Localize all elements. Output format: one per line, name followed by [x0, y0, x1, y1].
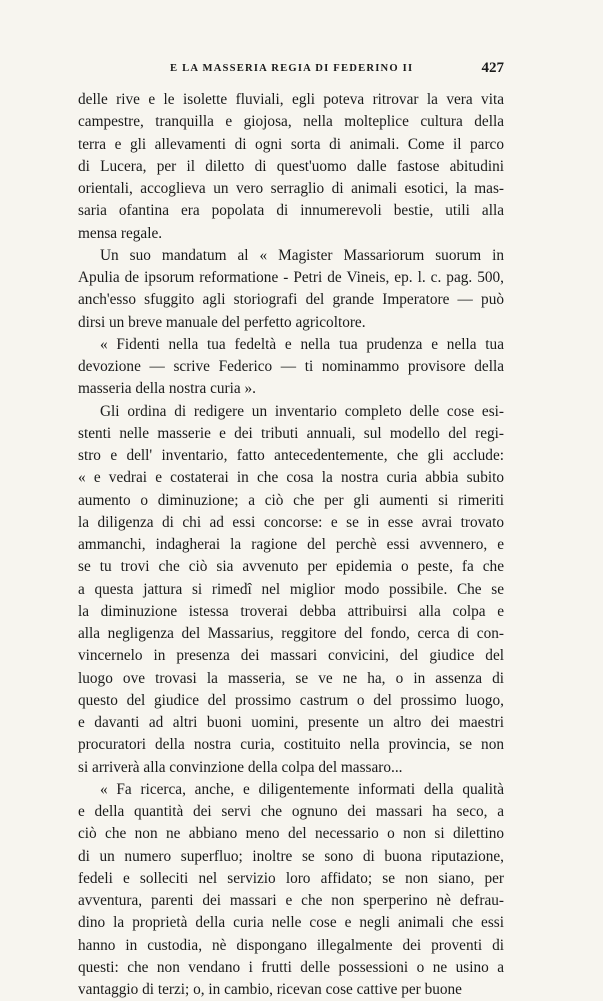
text-line: stenti nelle masserie e dei tributi annuali, sul modello del regi-: [78, 424, 504, 442]
text-line: masseria della nostra curia ».: [78, 380, 256, 398]
text-line: se tu trovi che ciò sia avvenuto per epidemia o peste, fa che: [78, 558, 504, 576]
text-line: anch'esso sfuggito agli storiografi del grande Imperatore — può: [78, 291, 504, 309]
paragraph: [78, 334, 504, 401]
text-line: avventura, parenti dei massari e che non sperperino nè defrau-: [78, 892, 504, 909]
text-line: « Fa ricerca, anche, e diligentemente informati della qualità: [100, 780, 504, 798]
body-text: [78, 89, 504, 1001]
text-line: e davanti ad altri buoni uomini, presente un altro dei maestri: [78, 714, 504, 731]
text-line: questi: che non vendano i frutti delle possessioni o ne usino a: [78, 958, 504, 976]
paragraph: [78, 779, 504, 1001]
text-line: vincernelo in presenza dei massari convicini, del giudice del: [78, 647, 504, 665]
text-line: si arriverà alla convinzione della colpa del massaro...: [78, 758, 403, 776]
text-line: saria ofantina era popolata di innumerevoli bestie, utili alla: [78, 202, 504, 220]
text-line: aumento o diminuzione; a ciò che per gli aumenti si rimeriti: [78, 491, 504, 509]
text-line: questo del giudice del prossimo castrum o del prossimo luogo,: [78, 691, 504, 709]
text-line: hanno in custodia, nè dispongano illegalmente dei proventi di: [78, 936, 504, 954]
text-line: procuratori della nostra curia, costituito nella provincia, se non: [78, 736, 504, 754]
text-line: e della quantità dei servi che ognuno dei massari ha seco, a: [78, 803, 504, 820]
paragraph: [78, 401, 504, 779]
text-line: dirsi un breve manuale del perfetto agricoltore.: [78, 313, 366, 331]
text-line: la diligenza di chi ad essi concorse: e se in esse avrai trovato: [78, 513, 504, 531]
page-header: [78, 60, 504, 80]
paragraph: [78, 245, 504, 334]
page-number: 427: [481, 60, 504, 76]
text-line: « Fidenti nella tua fedeltà e nella tua prudenza e nella tua: [100, 335, 504, 353]
text-line: campestre, tranquilla e giojosa, nella molteplice cultura della: [78, 113, 504, 131]
text-line: orientali, accoglieva un vero serraglio di animali esotici, la mas-: [78, 180, 504, 197]
text-line: vantaggio di terzi; o, in cambio, ricevan cose cattive per buone: [78, 981, 462, 998]
text-line: « e vedrai e costaterai in che cosa la nostra curia abbia subito: [78, 469, 504, 487]
text-line: mensa regale.: [78, 224, 163, 242]
text-line: di Lucera, per il diletto di quest'uomo dalle fastose abitudini: [78, 157, 504, 175]
running-title: E LA MASSERIA REGIA DI FEDERINO II: [170, 63, 414, 74]
text-line: Apulia de ipsorum reformatione - Petri de Vineis, ep. l. c. pag. 500,: [78, 269, 504, 286]
text-line: fedeli e solleciti nel servizio loro affidato; se non siano, per: [78, 869, 504, 887]
text-line: delle rive e le isolette fluviali, egli poteva ritrovar la vera vita: [78, 91, 504, 108]
text-line: di un numero superfluo; inoltre se sono di buona riputazione,: [78, 847, 504, 865]
text-line: ammanchi, indagherai la ragione del perchè essi avvennero, e: [78, 536, 504, 553]
text-line: Gli ordina di redigere un inventario completo delle cose esi-: [100, 402, 504, 420]
text-line: la diminuzione istessa troverai debba attribuirsi alla colpa e: [78, 602, 504, 620]
text-line: ciò che non ne abbiano meno del necessario o non si dilettino: [78, 825, 504, 843]
text-line: a questa jattura si rimedî nel miglior modo possibile. Che se: [78, 580, 504, 598]
text-line: alla negligenza del Massarius, reggitore del fondo, cerca di con-: [78, 625, 504, 642]
paragraph: [78, 89, 504, 245]
text-line: devozione — scrive Federico — ti nominammo provisore della: [78, 358, 504, 375]
text-line: Un suo mandatum al « Magister Massariorum suorum in: [100, 246, 504, 264]
text-line: dino la proprietà della curia nelle cose e negli animali che essi: [78, 914, 504, 932]
text-line: luogo ove trovasi la masseria, se ve ne ha, o in assenza di: [78, 669, 504, 687]
text-line: stro e dell' inventario, fatto antecedentemente, che gli acclude:: [78, 447, 504, 464]
text-line: terra e gli allevamenti di ogni sorta di animali. Come il parco: [78, 135, 504, 153]
